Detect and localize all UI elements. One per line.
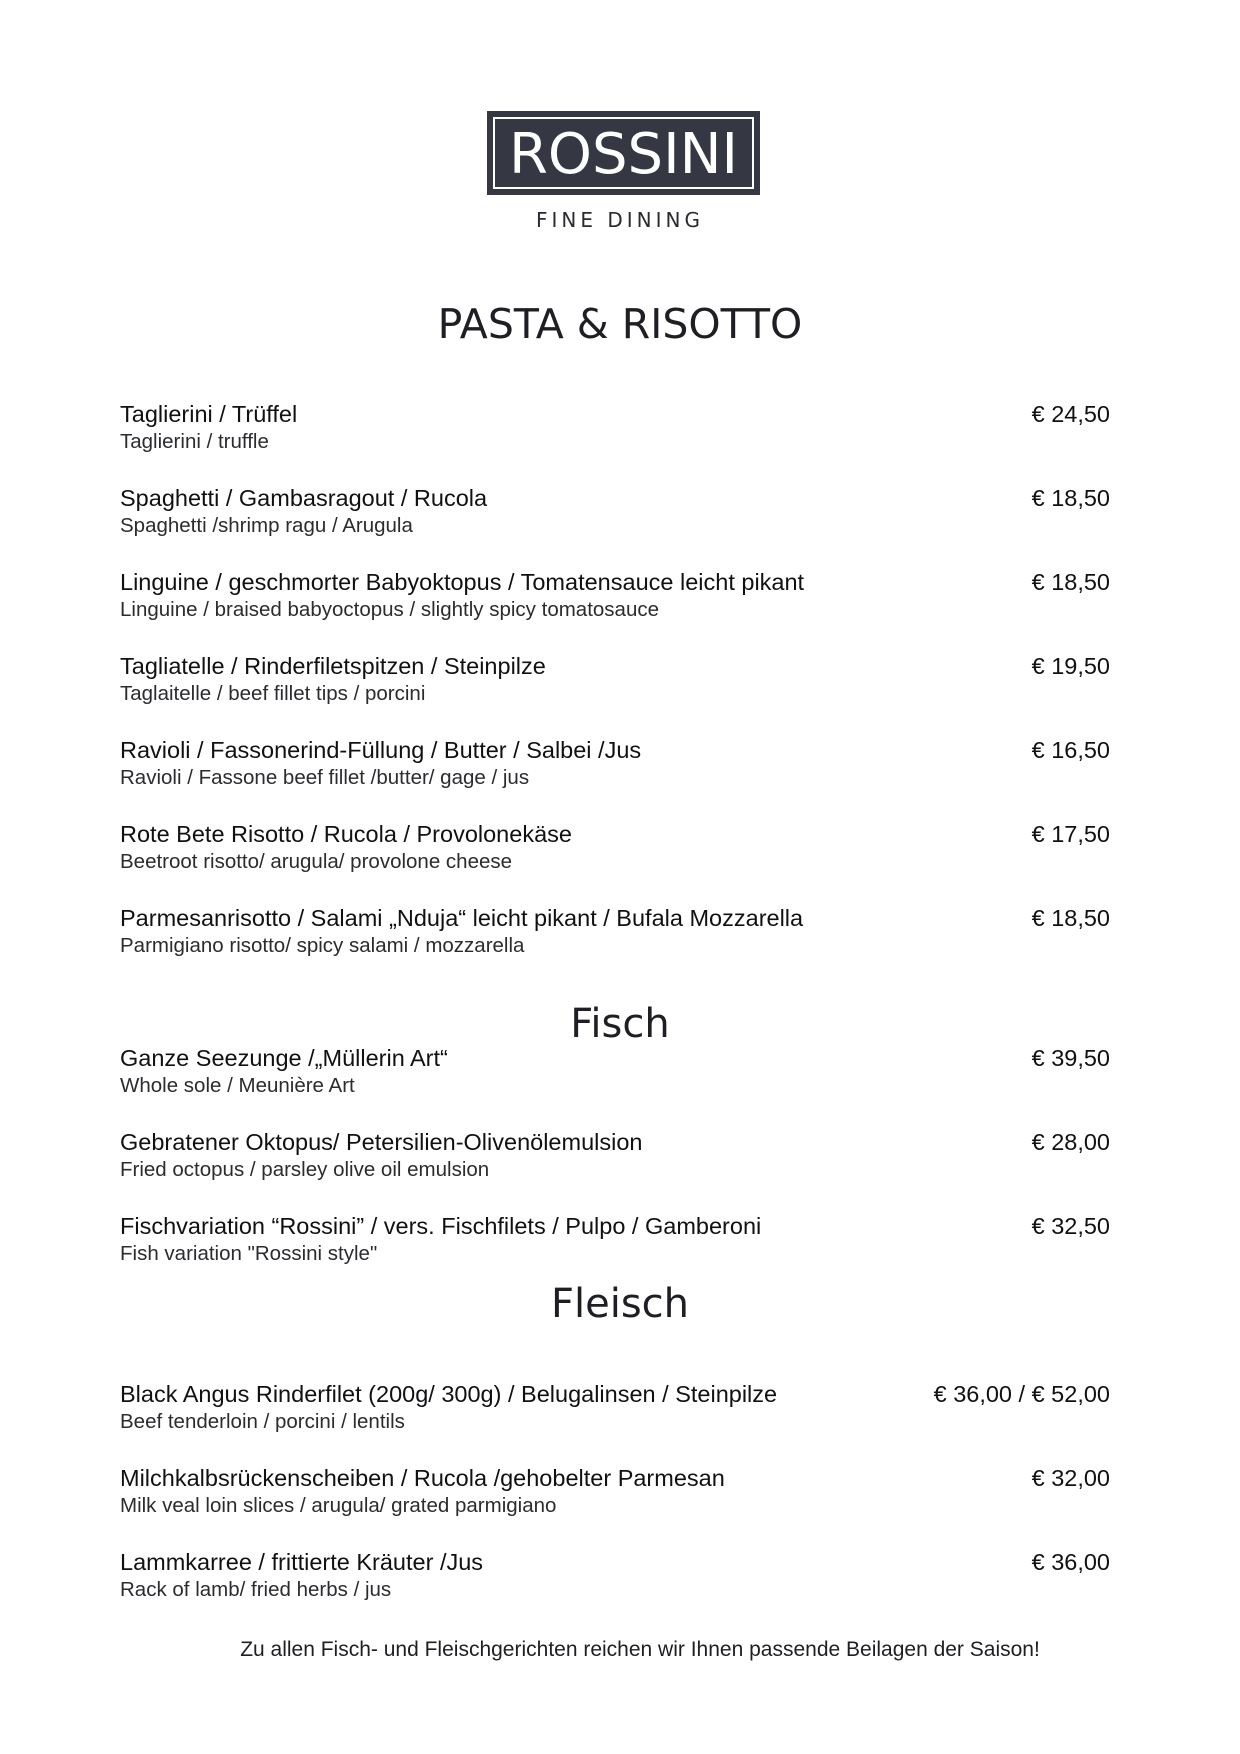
section-title-fisch: Fisch (570, 1001, 670, 1047)
dish-price: € 39,50 (1031, 1045, 1110, 1071)
dish-name: Ravioli / Fassonerind-Füllung / Butter / Salbei /Jus (120, 737, 642, 763)
section-title-fleisch: Fleisch (550, 1281, 690, 1327)
dish-translation: Linguine / braised babyoctopus / slightly spicy tomatosauce (120, 598, 660, 621)
logo-subtitle: FINE DINING (536, 208, 704, 232)
dish-price: € 19,50 (1031, 653, 1110, 679)
menu-item (120, 399, 1110, 459)
menu-item (120, 1547, 1110, 1607)
dish-price: € 16,50 (1031, 737, 1110, 763)
menu-item (120, 651, 1110, 711)
dish-price: € 32,50 (1031, 1213, 1110, 1239)
dish-price: € 18,50 (1031, 569, 1110, 595)
dish-price: € 18,50 (1031, 905, 1110, 931)
dish-name: Milchkalbsrückenscheiben / Rucola /gehobelter Parmesan (120, 1465, 725, 1491)
dish-name: Tagliatelle / Rinderfiletspitzen / Steinpilze (120, 653, 546, 679)
dish-name: Black Angus Rinderfilet (200g/ 300g) / Belugalinsen / Steinpilze (120, 1381, 778, 1407)
dish-translation: Beetroot risotto/ arugula/ provolone cheese (120, 850, 513, 873)
dish-price: € 32,00 (1031, 1465, 1110, 1491)
dish-translation: Whole sole / Meunière Art (120, 1074, 355, 1097)
dish-translation: Spaghetti /shrimp ragu / Arugula (120, 514, 413, 537)
menu-item (120, 483, 1110, 543)
dish-translation: Rack of lamb/ fried herbs / jus (120, 1578, 392, 1601)
dish-price: € 24,50 (1031, 401, 1110, 427)
dish-name: Spaghetti / Gambasragout / Rucola (120, 485, 488, 511)
menu-item (120, 735, 1110, 795)
menu-item (120, 1127, 1110, 1187)
menu-item (120, 1463, 1110, 1523)
dish-price: € 28,00 (1031, 1129, 1110, 1155)
dish-translation: Taglaitelle / beef fillet tips / porcini (120, 682, 426, 705)
dish-price: € 17,50 (1031, 821, 1110, 847)
dish-name: Fischvariation “Rossini” / vers. Fischfilets / Pulpo / Gamberoni (120, 1213, 762, 1239)
dish-translation: Fried octopus / parsley olive oil emulsion (120, 1158, 490, 1181)
dish-price: € 18,50 (1031, 485, 1110, 511)
dish-price: € 36,00 / € 52,00 (933, 1381, 1110, 1407)
menu-item (120, 819, 1110, 879)
dish-name: Rote Bete Risotto / Rucola / Provolonekäse (120, 821, 572, 847)
menu-item (120, 1043, 1110, 1103)
menu-item (120, 1379, 1110, 1439)
dish-name: Parmesanrisotto / Salami „Nduja“ leicht pikant / Bufala Mozzarella (120, 905, 804, 931)
dish-name: Taglierini / Trüffel (120, 401, 298, 427)
dish-translation: Milk veal loin slices / arugula/ grated parmigiano (120, 1494, 557, 1517)
dish-translation: Fish variation "Rossini style" (120, 1242, 378, 1265)
rossini-logo (487, 111, 760, 195)
menu-item (120, 567, 1110, 627)
dish-name: Linguine / geschmorter Babyoktopus / Tomatensauce leicht pikant (120, 569, 805, 595)
dish-name: Gebratener Oktopus/ Petersilien-Olivenölemulsion (120, 1129, 643, 1155)
dish-translation: Ravioli / Fassone beef fillet /butter/ gage / jus (120, 766, 530, 789)
dish-translation: Taglierini / truffle (120, 430, 269, 453)
section-title-pasta-risotto: PASTA & RISOTTO (437, 300, 803, 348)
footer-note: Zu allen Fisch- und Fleischgerichten reichen wir Ihnen passende Beilagen der Saison! (240, 1638, 1040, 1661)
dish-translation: Beef tenderloin / porcini / lentils (120, 1410, 405, 1433)
menu-item (120, 1211, 1110, 1271)
menu-item (120, 903, 1110, 963)
dish-price: € 36,00 (1031, 1549, 1110, 1575)
logo-text: ROSSINI (508, 122, 738, 187)
dish-name: Ganze Seezunge /„Müllerin Art“ (120, 1045, 448, 1071)
dish-translation: Parmigiano risotto/ spicy salami / mozzarella (120, 934, 525, 957)
dish-name: Lammkarree / frittierte Kräuter /Jus (120, 1549, 484, 1575)
